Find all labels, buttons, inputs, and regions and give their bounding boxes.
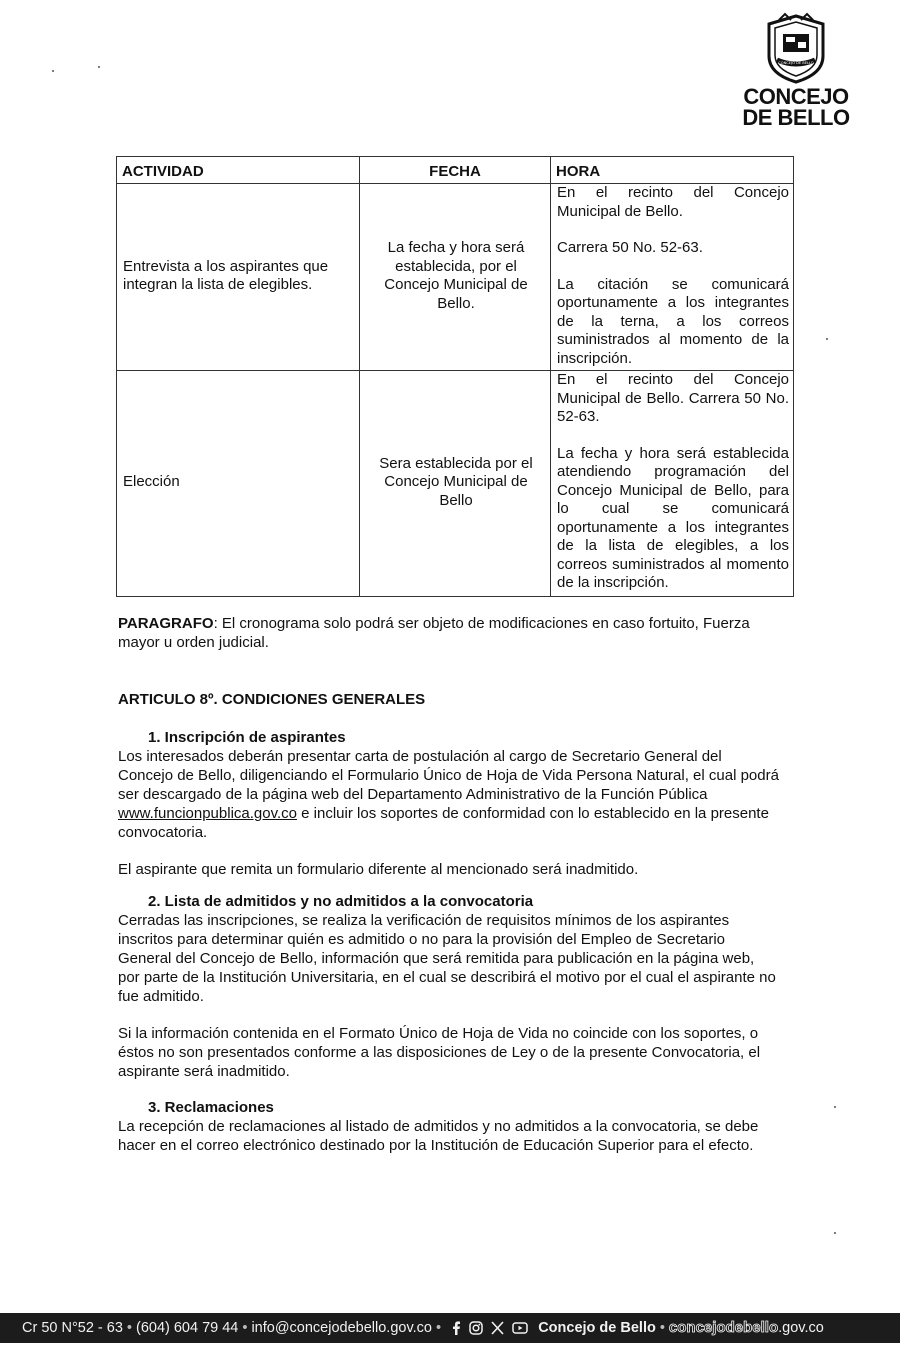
section-heading: 3. Reclamaciones xyxy=(148,1099,274,1116)
table-row xyxy=(117,184,794,371)
logo-line-2: DE BELLO xyxy=(742,105,850,130)
section-inscripcion xyxy=(118,728,780,879)
seal-text: CONCEJO DE BELLO xyxy=(778,61,814,65)
cell-actividad: Elección xyxy=(117,371,360,597)
cell-hora xyxy=(551,371,794,597)
scan-speck xyxy=(834,1232,836,1234)
hora-line: En el recinto del Concejo Municipal de Bello. xyxy=(557,184,789,220)
cell-fecha: Sera establecida por el Concejo Municipal de Bello xyxy=(360,371,551,597)
scan-speck xyxy=(98,66,100,68)
table-row xyxy=(117,371,794,597)
section-body: Cerradas las inscripciones, se realiza la verificación de requisitos mínimos de los aspirantes inscritos para determinar quién es admitido o no para la provisión del Empleo de Secretario General del Concejo de Bello, información que será remitida para publicación en la página web, por parte de la Institución Universitaria, en el cual se describirá el motivo por el cual el aspirante no fue admitido. xyxy=(118,912,776,1005)
column-header-actividad: ACTIVIDAD xyxy=(117,157,360,184)
footer-web-suffix: .gov.co xyxy=(778,1320,824,1336)
table-header-row xyxy=(117,157,794,184)
facebook-icon[interactable] xyxy=(451,1321,461,1335)
scan-speck xyxy=(52,70,54,72)
funcionpublica-link[interactable]: www.funcionpublica.gov.co xyxy=(118,805,297,822)
footer-bar xyxy=(0,1313,900,1343)
footer-address: Cr 50 N°52 - 63 xyxy=(22,1320,123,1336)
footer-web-outline[interactable]: concejodebello xyxy=(668,1319,779,1336)
body-text: e incluir los soportes de conformidad con lo establecido en la presente convocatoria. xyxy=(118,805,769,841)
articulo-title xyxy=(118,690,780,709)
logo-line-1: CONCEJO xyxy=(743,84,849,109)
concejo-logo xyxy=(736,12,856,128)
footer-separator: • xyxy=(659,1320,665,1336)
body-text: Los interesados deberán presentar carta de postulación al cargo de Secretario General del Concejo de Bello, diligenciando el Formulario Único de Hoja de Vida Persona Natural, el cual podrá ser descargado de la página web del Departamento Administrativo de la Función Pública xyxy=(118,748,779,803)
cell-fecha: La fecha y hora será establecida, por el Concejo Municipal de Bello. xyxy=(360,184,551,371)
section-title: ARTICULO 8º. CONDICIONES GENERALES xyxy=(118,691,426,708)
hora-line: En el recinto del Concejo Municipal de Bello. Carrera 50 No. 52-63. xyxy=(557,371,789,425)
scan-speck xyxy=(834,1106,836,1108)
section-body: La recepción de reclamaciones al listado de admitidos y no admitidos a la convocatoria, se debe hacer en el correo electrónico destinado por la Institución de Educación Superior para el efecto. xyxy=(118,1118,759,1154)
section-heading: 1. Inscripción de aspirantes xyxy=(148,729,346,746)
column-header-fecha: FECHA xyxy=(360,157,551,184)
hora-line: La citación se comunicará oportunamente a los integrantes de la terna, a los correos suministrados al momento de la inscripción. xyxy=(557,275,789,367)
cell-hora xyxy=(551,184,794,371)
paragrafo xyxy=(118,614,780,652)
section-admitidos xyxy=(118,892,780,1081)
instagram-icon[interactable] xyxy=(469,1321,483,1335)
column-header-hora: HORA xyxy=(551,157,794,184)
scan-speck xyxy=(826,338,828,340)
section-body xyxy=(118,747,780,842)
youtube-icon[interactable] xyxy=(512,1321,528,1335)
concejo-seal-icon xyxy=(763,12,829,84)
section-note: Si la información contenida en el Formato Único de Hoja de Vida no coincide con los soportes, o éstos no son presentados conforme a las disposiciones de Ley o de la presente Convocatoria, el aspirante será inadmitido. xyxy=(118,1025,761,1080)
x-icon[interactable] xyxy=(491,1321,504,1335)
hora-line: La fecha y hora será establecida atendiendo programación del Concejo Municipal de Bello, para lo cual se comunicará oportunamente a los integrantes de la lista de elegibles, a los correos suministrados al momento de la inscripción. xyxy=(557,444,789,591)
footer-separator: • xyxy=(435,1320,442,1336)
cell-actividad: Entrevista a los aspirantes que integran la lista de elegibles. xyxy=(117,184,360,371)
footer-phone: (604) 604 79 44 xyxy=(135,1320,239,1336)
paragrafo-text: : El cronograma solo podrá ser objeto de modificaciones en caso fortuito, Fuerza mayor u orden judicial. xyxy=(118,615,750,651)
footer-separator: • xyxy=(126,1320,132,1336)
footer-email[interactable]: info@concejodebello.gov.co xyxy=(251,1320,432,1336)
hora-line: Carrera 50 No. 52-63. xyxy=(557,239,703,256)
footer-brand: Concejo de Bello xyxy=(538,1320,656,1336)
section-reclamaciones xyxy=(118,1098,780,1155)
schedule-table xyxy=(116,156,794,597)
section-note: El aspirante que remita un formulario diferente al mencionado será inadmitido. xyxy=(118,861,639,878)
paragrafo-label: PARAGRAFO xyxy=(118,615,214,632)
footer-separator: • xyxy=(242,1320,248,1336)
section-heading: 2. Lista de admitidos y no admitidos a la convocatoria xyxy=(148,893,534,910)
